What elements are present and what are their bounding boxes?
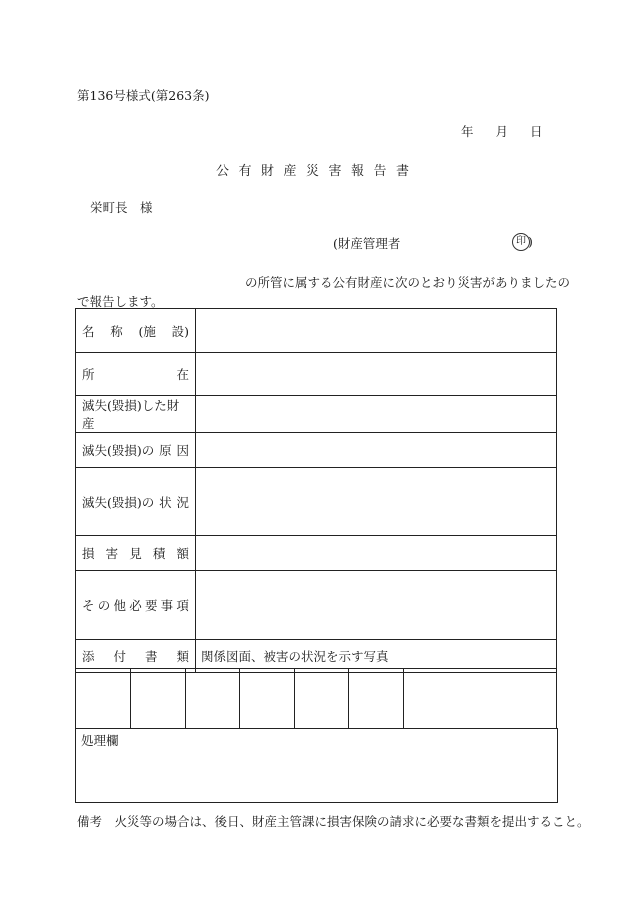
cause-value-cell[interactable] (196, 433, 557, 468)
location-value-cell[interactable] (196, 353, 557, 396)
label-part: 設) (171, 323, 189, 339)
document-title: 公有財産災害報告書 (216, 164, 419, 179)
stamp-box[interactable] (240, 669, 295, 729)
stamp-box[interactable] (76, 669, 131, 729)
attachments-value-cell[interactable]: 関係図面、被害の状況を示す写真 (196, 640, 557, 673)
label-part: 額 (176, 546, 189, 561)
row-label-condition (76, 468, 196, 536)
label-part: (施 (138, 323, 156, 339)
table-row (76, 353, 557, 396)
label-part: 原 (159, 443, 172, 458)
date-line (461, 122, 543, 140)
manager-label: (財産管理者 (333, 236, 401, 251)
form-number: 第136号様式(第263条) (77, 88, 210, 103)
name-value-cell[interactable] (196, 309, 557, 353)
label-part: 名 (82, 323, 95, 339)
approval-stamp-boxes (75, 668, 557, 729)
other-matters-value-cell[interactable] (196, 571, 557, 640)
stamp-box[interactable] (349, 669, 404, 729)
stamp-box-blank[interactable] (404, 669, 557, 729)
label-part: 項 (176, 598, 189, 613)
addressee: 栄町長 様 (90, 200, 153, 215)
damage-estimate-value-cell[interactable] (196, 536, 557, 571)
label-part: 要 (144, 598, 158, 613)
row-label-name (76, 309, 196, 353)
label-part: 因 (176, 443, 189, 458)
table-row (76, 571, 557, 640)
processing-label: 処理欄 (81, 733, 119, 748)
intro-line-2: で報告します。 (77, 294, 164, 309)
label-part: 況 (176, 494, 189, 510)
label-part: 積 (152, 546, 166, 561)
table-row (76, 468, 557, 536)
intro-line-1: の所管に属する公有財産に次のとおり災害がありましたの (245, 275, 571, 290)
label-part: 見 (129, 546, 142, 561)
label-part: 滅失(毀損)した財産 (82, 398, 180, 431)
label-part: 所 (82, 367, 95, 382)
row-label-location (76, 353, 196, 396)
row-label-damage-estimate (76, 536, 196, 571)
label-part: 事 (160, 598, 174, 613)
label-part: そ (82, 598, 95, 613)
label-part: 類 (176, 649, 189, 664)
stamp-box[interactable] (131, 669, 186, 729)
lost-property-value-cell[interactable] (196, 396, 557, 433)
date-year-label: 年 (461, 124, 474, 139)
report-table (75, 308, 557, 673)
table-row (76, 396, 557, 433)
row-label-other-matters (76, 571, 196, 640)
stamp-box[interactable] (186, 669, 240, 729)
row-label-lost-property (76, 396, 196, 433)
seal-mark: 印 (512, 233, 530, 251)
label-part: 書 (144, 649, 158, 664)
label-part: 添 (82, 649, 95, 664)
label-part: 在 (176, 367, 189, 382)
label-part: 状 (159, 494, 172, 510)
date-month-label: 月 (495, 124, 509, 139)
row-label-cause (76, 433, 196, 468)
seal-close-paren: ) (528, 234, 533, 249)
label-part: 損 (82, 546, 95, 561)
table-row (76, 536, 557, 571)
label-part: の (97, 598, 111, 613)
label-part: 他 (113, 598, 126, 613)
label-part: 滅失(毀損)の (82, 443, 155, 458)
condition-value-cell[interactable] (196, 468, 557, 536)
label-part: 称 (110, 323, 123, 339)
label-part: 付 (113, 649, 126, 664)
date-day-label: 日 (530, 124, 543, 139)
label-part: 必 (129, 598, 142, 613)
label-part: 滅失(毀損)の (82, 494, 155, 510)
table-row (76, 433, 557, 468)
stamp-box[interactable] (295, 669, 349, 729)
label-part: 害 (105, 546, 119, 561)
processing-box[interactable] (75, 728, 558, 803)
remark-note: 備考 火災等の場合は、後日、財産主管課に損害保険の請求に必要な書類を提出すること。 (77, 814, 590, 829)
table-row (76, 309, 557, 353)
